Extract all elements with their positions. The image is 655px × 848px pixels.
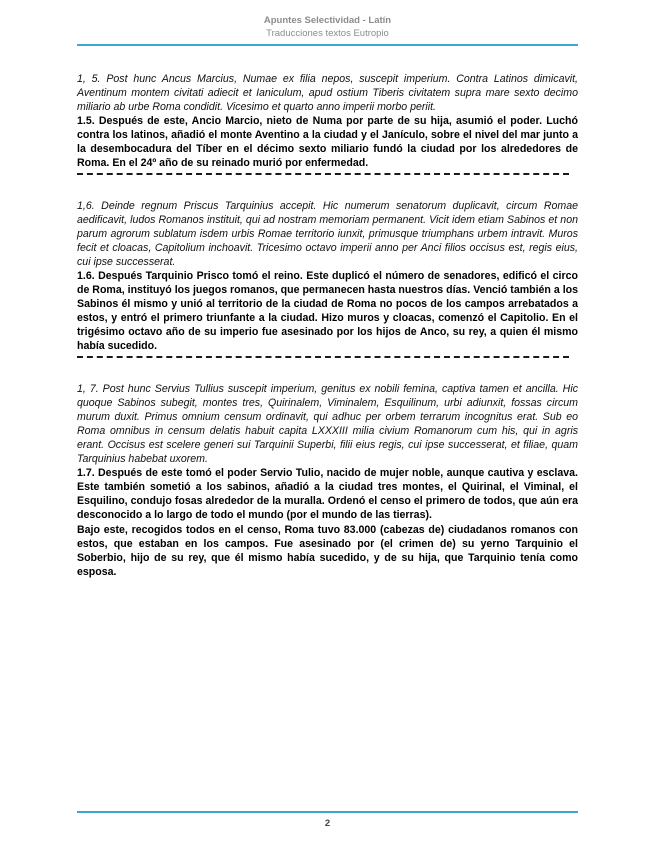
header-subtitle: Traducciones textos Eutropio	[266, 28, 389, 39]
page-content	[77, 72, 578, 579]
header-title: Apuntes Selectividad - Latín	[263, 15, 392, 26]
translation-text: Bajo este, recogidos todos en el censo, Roma tuvo 83.000 (cabezas de) ciudadanos romanos con estos, que estaban en los campos. Fue asesinado por (el crimen de) su yerno Tarquinio el Soberbio, hijo de su rey, que él mismo había sucedido, y de su hija, que Tarquinio tenía como esposa.	[77, 524, 578, 578]
footer-rule	[77, 811, 578, 813]
translation-text: 1.6. Después Tarquinio Prisco tomó el reino. Este duplicó el número de senadores, edificó el circo de Roma, instituyó los juegos romanos, que permanecen hasta nuestros días. Venció también a los Sabinos él mismo y unió al territorio de la ciudad de Roma no pocos de los campos arrebatados a estos, y entró el primero triunfante a la ciudad. Hizo muros y cloacas, comenzó el Capitolio. En el trigésimo octavo año de su imperio fue asesinado por los hijos de Anco, su rey, a quien él mismo había sucedido.	[77, 270, 578, 352]
section-1-7	[77, 382, 578, 579]
latin-text: 1, 7. Post hunc Servius Tullius suscepit imperium, genitus ex nobili femina, captiva tamen et ancilla. Hic quoque Sabinos subegit, montes tres, Quirinalem, Viminalem, Esquilinum, urbi adiunxit, fossas circum murum duxit. Primus omnium censum ordinavit, qui adhuc per orbem terrarum incognitus erat. Sub eo Roma omnibus in censum delatis habuit capita LXXXIII milia civium Romanorum cum his, qui in agris erant. Occisus est scelere generi sui Tarquinii Superbi, filii eius regis, cui ipse successerat, et filiae, quam Tarquinius habebat uxorem.	[77, 383, 578, 465]
latin-text: 1,6. Deinde regnum Priscus Tarquinius accepit. Hic numerum senatorum duplicavit, circum Romae aedificavit, ludos Romanos instituit, qui ad nostram memoriam permanent. Vicit idem etiam Sabinos et non parum agrorum sublatum isdem urbis Romae territorio iunxit, primusque triumphans urbem intravit. Muros fecit et cloacas, Capitolium inchoavit. Tricesimo octavo imperii anno per Anci filios occisus est, regis eius, cui ipse successerat.	[77, 200, 578, 268]
section-1-5	[77, 72, 578, 175]
page-header	[77, 14, 578, 40]
translation-text: 1.7. Después de este tomó el poder Servio Tulio, nacido de mujer noble, aunque cautiva y esclava. Este también sometió a los sabinos, añadió a la ciudad tres montes, el Quirinal, el Viminal, el Esquilino, condujo fosas alrededor de la muralla. Ordenó el censo el primero de todos, que aún era desconocido a lo largo de todo el mundo (por el mundo de las tierras).	[77, 467, 578, 521]
latin-text: 1, 5. Post hunc Ancus Marcius, Numae ex filia nepos, suscepit imperium. Contra Latinos dimicavit, Aventinum montem civitati adiecit et Ianiculum, apud ostium Tiberis civitatem supra mare sexto decimo miliario ab urbe Roma condidit. Vicesimo et quarto anno imperii morbo periit.	[77, 73, 578, 113]
header-rule	[77, 44, 578, 46]
page-number: 2	[324, 818, 331, 829]
section-1-6	[77, 199, 578, 358]
translation-text: 1.5. Después de este, Ancio Marcio, nieto de Numa por parte de su hija, asumió el poder. Luchó contra los latinos, añadió el monte Aventino a la ciudad y el Janículo, sobre el nivel del mar junto a la desembocadura del Tíber en el décimo sexto miliario fundó la ciudad por los alrededores de Roma. En el 24º año de su reinado murió por enfermedad.	[77, 115, 578, 169]
